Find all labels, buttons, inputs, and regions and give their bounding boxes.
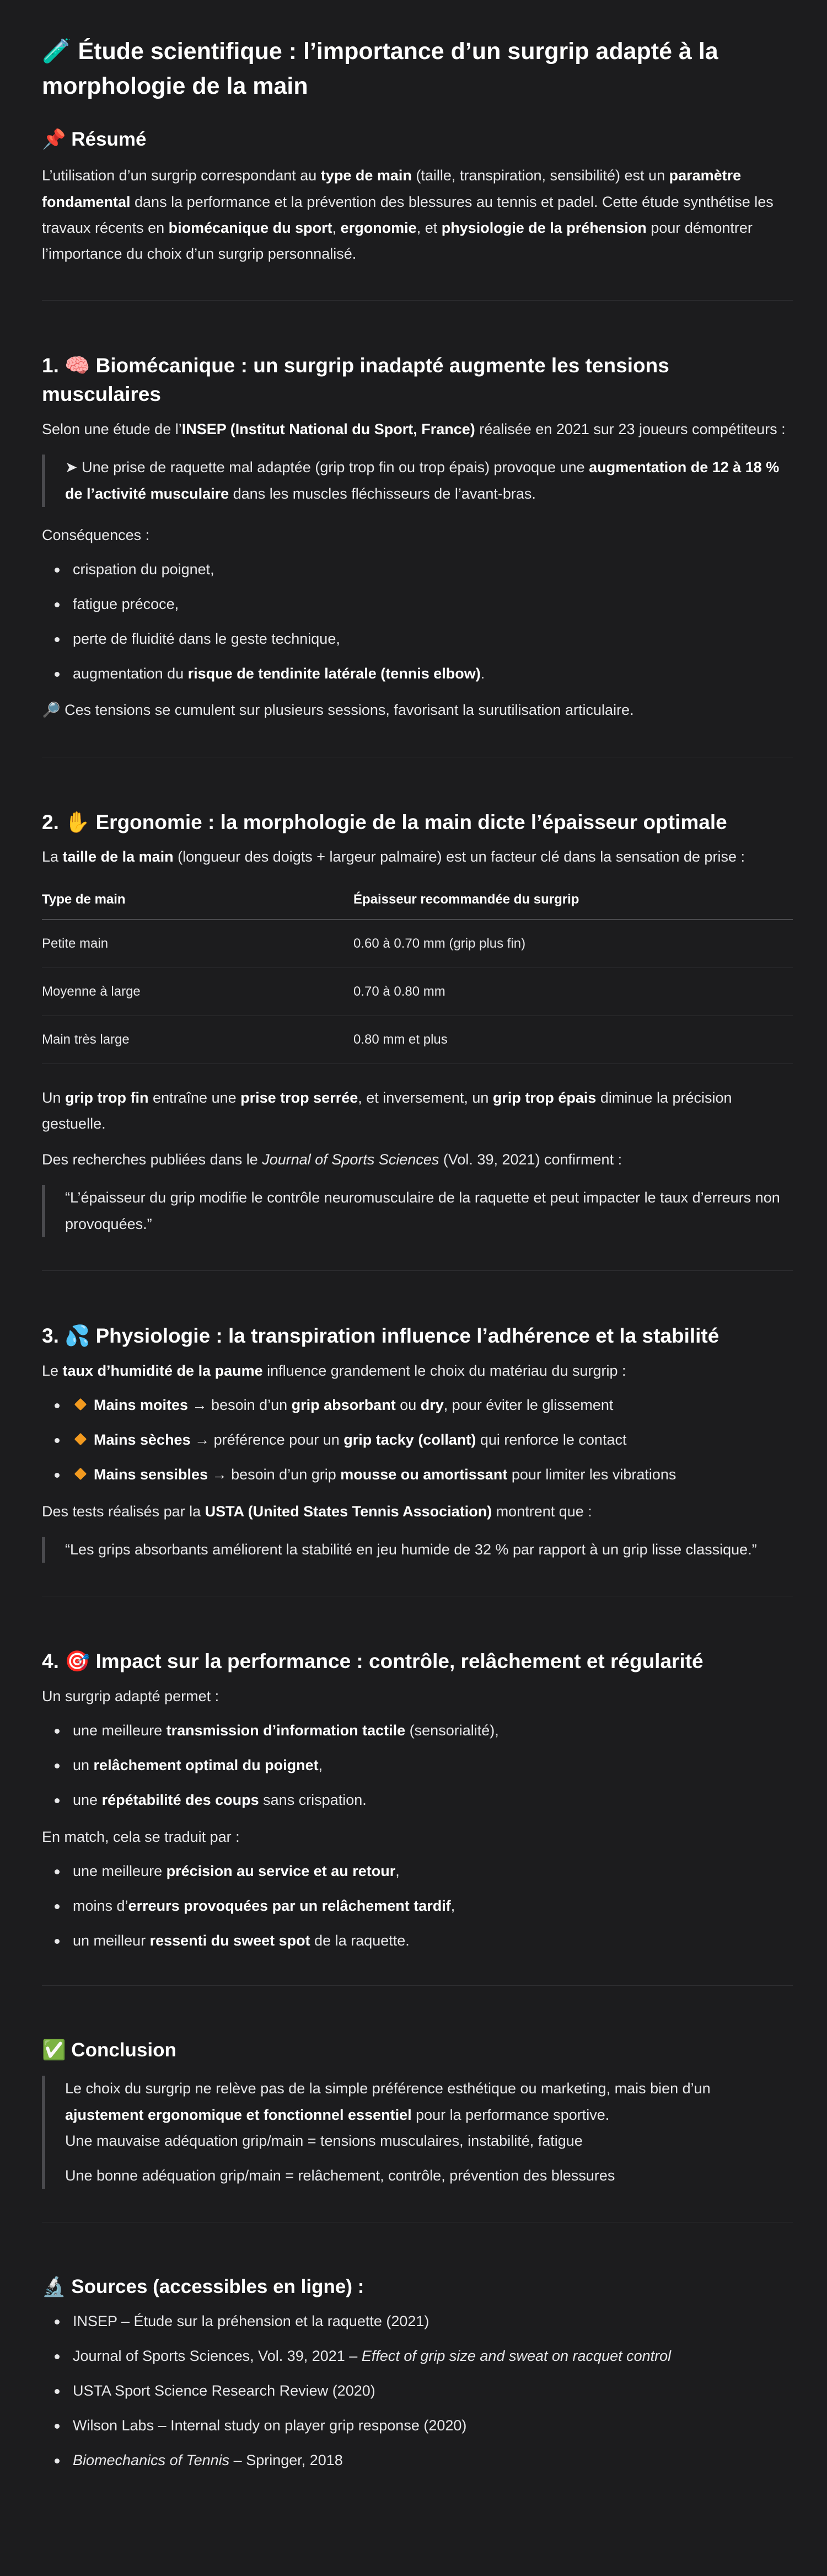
list-item-text: une meilleure transmission d’information tactile (sensorialité), bbox=[73, 1722, 499, 1739]
benefits-list bbox=[42, 1719, 793, 1812]
inline-text: relâchement optimal du poignet bbox=[93, 1756, 319, 1773]
table-header-hand-type: Type de main bbox=[42, 880, 353, 920]
section-3-heading: 3. 💦 Physiologie : la transpiration influence l’adhérence et la stabilité bbox=[42, 1324, 719, 1347]
list-item-text: Mains moites → besoin d’un grip absorbant ou dry, pour éviter le glissement bbox=[94, 1396, 614, 1413]
inline-text: dry bbox=[420, 1396, 444, 1413]
conclusion-line-good: Une bonne adéquation grip/main = relâchement, contrôle, prévention des blessures bbox=[65, 2167, 615, 2184]
section-physiologie bbox=[42, 1322, 793, 1563]
inline-text: Effect of grip size and sweat on racquet control bbox=[361, 2348, 672, 2365]
section-3-intro: Le taux d’humidité de la paume influence grandement le choix du matériau du surgrip : bbox=[42, 1362, 626, 1379]
table-cell: Main très large bbox=[42, 1016, 353, 1063]
section-resume bbox=[42, 126, 793, 267]
inline-text: prise trop serrée bbox=[240, 1089, 358, 1106]
list-item bbox=[42, 1860, 793, 1883]
inline-text: ergonomie bbox=[340, 219, 417, 236]
orange-diamond-icon bbox=[74, 1467, 87, 1480]
divider bbox=[42, 1270, 793, 1271]
inline-text: erreurs provoquées par un relâchement tardif bbox=[128, 1897, 451, 1914]
table-row bbox=[42, 1016, 793, 1063]
table-cell: 0.80 mm et plus bbox=[353, 1016, 793, 1063]
inline-text: risque de tendinite latérale (tennis elbow) bbox=[187, 665, 481, 682]
consequences-label: Conséquences : bbox=[42, 526, 150, 543]
conclusion-line-bad: Une mauvaise adéquation grip/main = tensions musculaires, instabilité, fatigue bbox=[65, 2132, 583, 2149]
inline-text: physiologie de la préhension bbox=[441, 219, 647, 236]
inline-text: ressenti du sweet spot bbox=[149, 1932, 310, 1949]
inline-text: mousse ou amortissant bbox=[340, 1466, 508, 1483]
section-1-note: 🔎 Ces tensions se cumulent sur plusieurs sessions, favorisant la surutilisation articulaire. bbox=[42, 702, 634, 719]
inline-text: grip trop épais bbox=[492, 1089, 597, 1106]
section-4-heading: 4. 🎯 Impact sur la performance : contrôle, relâchement et régularité bbox=[42, 1650, 704, 1672]
conclusion-heading: ✅ Conclusion bbox=[42, 2039, 176, 2061]
inline-text: Mains moites bbox=[94, 1396, 189, 1413]
table-cell: Moyenne à large bbox=[42, 968, 353, 1016]
list-item-text: INSEP – Étude sur la préhension et la raquette (2021) bbox=[73, 2313, 429, 2330]
list-item bbox=[42, 628, 793, 651]
conclusion-paragraph: Le choix du surgrip ne relève pas de la simple préférence esthétique ou marketing, mais bien d’un ajustement ergonomique et fonctionnel essentiel pour la performance sportive. bbox=[65, 2080, 711, 2123]
table-row bbox=[42, 920, 793, 968]
inline-text: type de main bbox=[320, 167, 412, 184]
table-cell: Petite main bbox=[42, 920, 353, 968]
section-1-heading: 1. 🧠 Biomécanique : un surgrip inadapté augmente les tensions musculaires bbox=[42, 354, 669, 406]
divider bbox=[42, 1985, 793, 1986]
section-2-paragraph-2: Des recherches publiées dans le Journal of Sports Sciences (Vol. 39, 2021) confirment : bbox=[42, 1151, 622, 1168]
section-1-quote-text: ➤ Une prise de raquette mal adaptée (grip trop fin ou trop épais) provoque une augmentation de 12 à 18 % de l’activité musculaire dans les muscles fléchisseurs de l’avant-bras. bbox=[65, 459, 780, 502]
list-item bbox=[42, 1789, 793, 1812]
inline-text: ajustement ergonomique et fonctionnel essentiel bbox=[65, 2106, 412, 2123]
inline-text: répétabilité des coups bbox=[101, 1791, 259, 1808]
consequences-list bbox=[42, 558, 793, 685]
section-1-intro: Selon une étude de l’INSEP (Institut National du Sport, France) réalisée en 2021 sur 23 joueurs compétiteurs : bbox=[42, 421, 786, 437]
inline-text: USTA (United States Tennis Association) bbox=[205, 1503, 492, 1520]
list-item bbox=[42, 1895, 793, 1918]
list-item-text: un meilleur ressenti du sweet spot de la raquette. bbox=[73, 1932, 410, 1949]
page-title: 🧪 Étude scientifique : l’importance d’un surgrip adapté à la morphologie de la main bbox=[42, 38, 718, 100]
list-item bbox=[42, 1754, 793, 1777]
orange-diamond-icon bbox=[74, 1398, 87, 1411]
section-3-quote-text: “Les grips absorbants améliorent la stabilité en jeu humide de 32 % par rapport à un grip lisse classique.” bbox=[65, 1541, 757, 1558]
table-cell: 0.60 à 0.70 mm (grip plus fin) bbox=[353, 920, 793, 968]
list-item-text: Biomechanics of Tennis – Springer, 2018 bbox=[73, 2451, 343, 2468]
list-item-text: Mains sèches → préférence pour un grip tacky (collant) qui renforce le contact bbox=[94, 1431, 627, 1448]
list-item-text: perte de fluidité dans le geste technique, bbox=[73, 630, 340, 647]
list-item-text: moins d’erreurs provoquées par un relâchement tardif, bbox=[73, 1897, 455, 1914]
table-header-thickness: Épaisseur recommandée du surgrip bbox=[353, 880, 793, 920]
list-item-text: un relâchement optimal du poignet, bbox=[73, 1756, 323, 1773]
inline-text: INSEP (Institut National du Sport, France) bbox=[181, 421, 475, 437]
inline-text: grip tacky (collant) bbox=[343, 1431, 476, 1448]
conclusion-quote bbox=[42, 2076, 793, 2189]
inline-text: Journal of Sports Sciences bbox=[262, 1151, 439, 1168]
inline-text: Mains sensibles bbox=[94, 1466, 208, 1483]
table-row bbox=[42, 968, 793, 1016]
list-item bbox=[42, 1394, 793, 1417]
table-header-row bbox=[42, 880, 793, 920]
section-4-intro: Un surgrip adapté permet : bbox=[42, 1687, 219, 1704]
hand-type-list bbox=[42, 1394, 793, 1487]
section-2-heading: 2. ✋ Ergonomie : la morphologie de la main dicte l’épaisseur optimale bbox=[42, 810, 727, 833]
list-item bbox=[42, 1930, 793, 1953]
section-2-quote bbox=[42, 1185, 793, 1237]
list-item bbox=[42, 2449, 793, 2472]
list-item-text: Mains sensibles → besoin d’un grip mousse ou amortissant pour limiter les vibrations bbox=[94, 1466, 676, 1483]
list-item bbox=[42, 2310, 793, 2333]
resume-paragraph: L’utilisation d’un surgrip correspondant au type de main (taille, transpiration, sensibilité) est un paramètre fondamental dans la performance et la prévention des blessures au tennis et padel. Cette étude synthétise les travaux récents en biomécanique du sport, ergonomie, et physiologie de la préhension pour démontrer l’importance du choix d’un surgrip personnalisé. bbox=[42, 167, 774, 263]
conclusion-lines bbox=[65, 2128, 793, 2189]
inline-text: taille de la main bbox=[62, 848, 174, 865]
resume-heading: 📌 Résumé bbox=[42, 129, 147, 151]
list-item-text: fatigue précoce, bbox=[73, 595, 179, 612]
list-item bbox=[42, 1719, 793, 1743]
list-item bbox=[42, 593, 793, 616]
list-item-text: crispation du poignet, bbox=[73, 561, 214, 578]
section-3-tests: Des tests réalisés par la USTA (United States Tennis Association) montrent que : bbox=[42, 1503, 592, 1520]
list-item bbox=[42, 2345, 793, 2368]
inline-text: grip trop fin bbox=[65, 1089, 149, 1106]
list-item bbox=[42, 1429, 793, 1452]
list-item-text: Journal of Sports Sciences, Vol. 39, 2021 – Effect of grip size and sweat on racquet control bbox=[73, 2348, 672, 2365]
section-4-intro-2: En match, cela se traduit par : bbox=[42, 1828, 240, 1845]
inline-text: augmentation de 12 à 18 % de l’activité musculaire bbox=[65, 459, 780, 502]
inline-text: grip absorbant bbox=[291, 1396, 396, 1413]
list-item bbox=[42, 1463, 793, 1487]
table-cell: 0.70 à 0.80 mm bbox=[353, 968, 793, 1016]
inline-text: paramètre fondamental bbox=[42, 167, 742, 210]
section-3-quote bbox=[42, 1537, 793, 1563]
section-ergonomie bbox=[42, 808, 793, 1237]
section-2-paragraph-1: Un grip trop fin entraîne une prise trop serrée, et inversement, un grip trop épais diminue la précision gestuelle. bbox=[42, 1089, 732, 1132]
list-item bbox=[42, 558, 793, 581]
match-effects-list bbox=[42, 1860, 793, 1953]
section-biomecanique bbox=[42, 351, 793, 723]
inline-text: biomécanique du sport bbox=[168, 219, 332, 236]
inline-text: précision au service et au retour bbox=[166, 1862, 396, 1879]
section-2-quote-text: “L’épaisseur du grip modifie le contrôle neuromusculaire de la raquette et peut impacter le taux d’erreurs non provoquées.” bbox=[65, 1189, 780, 1232]
section-2-intro: La taille de la main (longueur des doigts + largeur palmaire) est un facteur clé dans la sensation de prise : bbox=[42, 848, 745, 865]
list-item-text: augmentation du risque de tendinite latérale (tennis elbow). bbox=[73, 665, 485, 682]
section-performance bbox=[42, 1647, 793, 1952]
list-item-text: USTA Sport Science Research Review (2020) bbox=[73, 2382, 375, 2399]
orange-diamond-icon bbox=[74, 1433, 87, 1445]
section-conclusion bbox=[42, 2037, 793, 2189]
inline-text: Biomechanics of Tennis bbox=[73, 2451, 230, 2468]
grip-thickness-table bbox=[42, 880, 793, 1064]
list-item-text: Wilson Labs – Internal study on player grip response (2020) bbox=[73, 2417, 467, 2434]
list-item bbox=[42, 2380, 793, 2403]
list-item-text: une meilleure précision au service et au retour, bbox=[73, 1862, 400, 1879]
inline-text: transmission d’information tactile bbox=[166, 1722, 406, 1739]
list-item bbox=[42, 2414, 793, 2438]
divider bbox=[42, 300, 793, 301]
list-item bbox=[42, 662, 793, 686]
inline-text: Mains sèches bbox=[94, 1431, 191, 1448]
list-item-text: une répétabilité des coups sans crispation. bbox=[73, 1791, 367, 1808]
sources-list bbox=[42, 2310, 793, 2472]
section-1-quote bbox=[42, 455, 793, 507]
section-sources bbox=[42, 2273, 793, 2472]
inline-text: taux d’humidité de la paume bbox=[62, 1362, 263, 1379]
sources-heading: 🔬 Sources (accessibles en ligne) : bbox=[42, 2276, 364, 2298]
